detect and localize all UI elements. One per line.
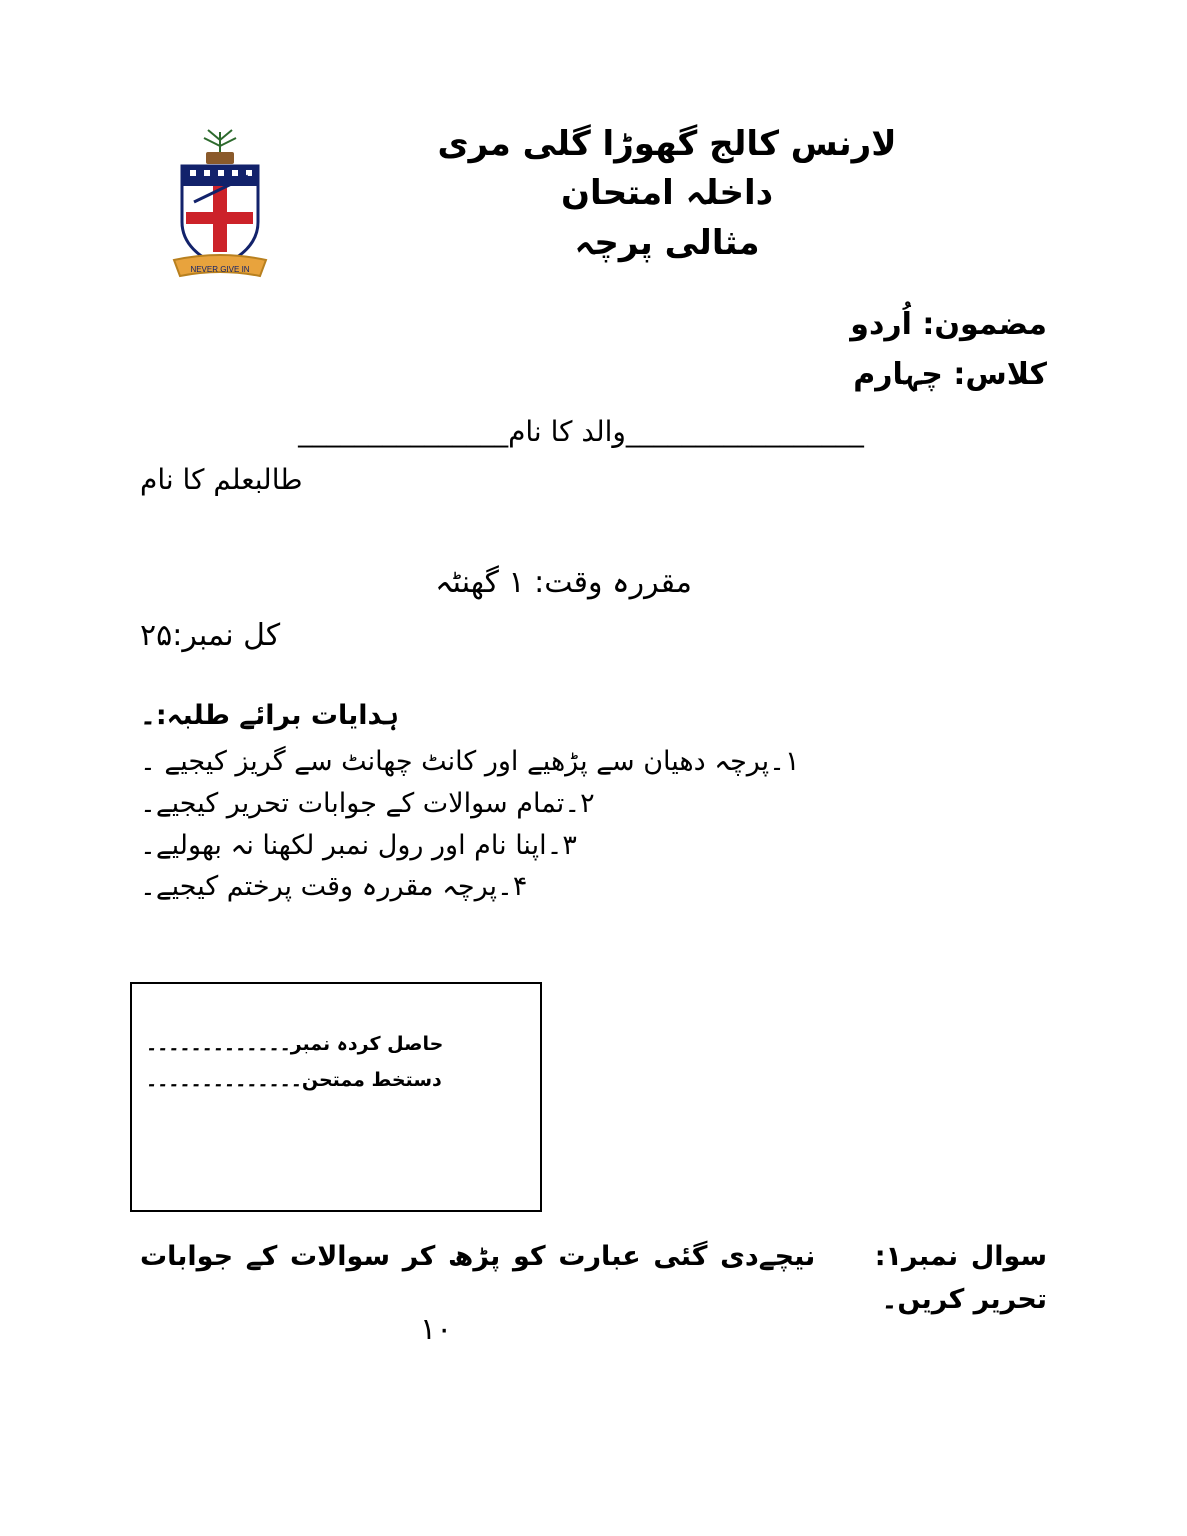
question-1-marks: ١٠ [420, 1312, 453, 1347]
subject-line: مضمون: اُردو [850, 307, 1047, 342]
instruction-item-1: ١۔پرچہ دھیان سے پڑھیے اور کانٹ چھانٹ سے گریز کیجیے ۔ [140, 745, 800, 777]
exam-meta [0, 300, 1187, 399]
instruction-item-4: ۴۔پرچہ مقررہ وقت پرختم کیجیے۔ [140, 871, 528, 903]
class-line: کلاس: چہارم [853, 356, 1047, 392]
instructions-block [0, 695, 1187, 908]
total-marks: کل نمبر:٢۵ [140, 618, 281, 653]
school-title-line-1: لارنس کالج گھوڑا گلی مری [437, 124, 897, 164]
father-name-field[interactable]: _________________والد کا نام_______________ [298, 415, 864, 448]
school-title [307, 120, 1027, 268]
question-1 [0, 1235, 1187, 1321]
obtained-marks-line[interactable]: حاصل کردہ نمبر۔۔۔۔۔۔۔۔۔۔۔۔۔ [146, 1033, 444, 1055]
student-name-label: طالبعلم کا نام [140, 463, 303, 496]
crest-motto-text: NEVER GIVE IN [190, 265, 250, 274]
instruction-item-3: ٣۔اپنا نام اور رول نمبر لکھنا نہ بھولیے۔ [140, 829, 577, 861]
question-1-label: سوال نمبر١: [874, 1241, 1047, 1272]
examiner-signature-line[interactable]: دستخط ممتحن۔۔۔۔۔۔۔۔۔۔۔۔۔۔ [146, 1069, 442, 1092]
marks-box [130, 982, 542, 1212]
school-title-line-3: مثالی پرچہ [574, 222, 760, 263]
time-allowed: مقررہ وقت: ١ گھنٹہ [435, 565, 692, 600]
question-1-text: نیچےدی گئی عبارت کو پڑھ کر سوالات کے جوابات تحریر کریں۔ [140, 1241, 1047, 1316]
instruction-item-2: ٢۔تمام سوالات کے جوابات تحریر کیجیے۔ [140, 787, 595, 819]
instructions-heading: ہدایات برائے طلبہ:۔ [140, 700, 399, 731]
document-header [0, 120, 1187, 320]
school-title-line-2: داخلہ امتحان [560, 173, 774, 214]
school-crest-icon [160, 126, 280, 291]
